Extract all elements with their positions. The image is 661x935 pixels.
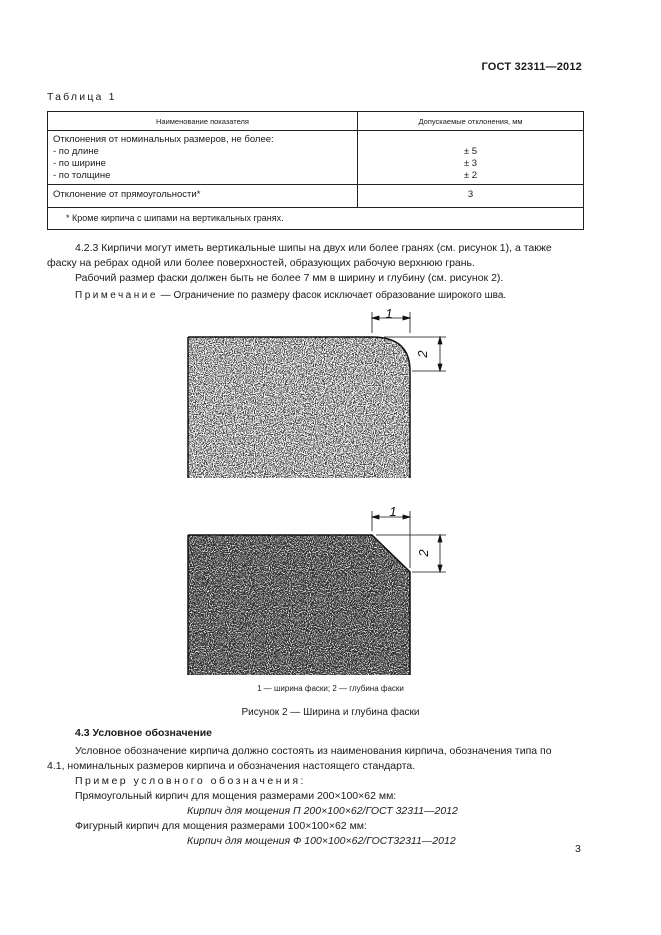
example-1-text: Прямоугольный кирпич для мощения размерами 200×100×62 мм: <box>75 790 397 802</box>
example-2-text: Фигурный кирпич для мощения размерами 100×100×62 мм: <box>75 820 367 832</box>
p1-line2: фаску на ребрах одной или более поверхностей, образующих рабочую верхнюю грань. <box>47 257 475 269</box>
p2: Рабочий размер фаски должен быть не более 7 мм в ширину и глубину (см. рисунок 2). <box>75 272 504 284</box>
dim-width-label-bottom: 1 <box>389 504 397 519</box>
p1-line1: 4.2.3 Кирпичи могут иметь вертикальные шипы на двух или более гранях (см. рисунок 1), а также <box>75 242 552 254</box>
page-number: 3 <box>575 843 581 855</box>
value-thickness: ± 2 <box>463 170 478 181</box>
section-p1-line1: Условное обозначение кирпича должно состоять из наименования кирпича, обозначения типа по <box>75 745 552 757</box>
example-1-code: Кирпич для мощения П 200×100×62/ГОСТ 32311—2012 <box>187 805 458 817</box>
dim-width-label-top: 1 <box>385 306 393 321</box>
dim-depth-label-bottom: 2 <box>416 549 431 557</box>
col-header-name: Наименование показателя <box>48 112 358 131</box>
value-width: ± 3 <box>463 158 478 169</box>
row-label-length: - по длине <box>53 146 99 157</box>
example-2-code: Кирпич для мощения Ф 100×100×62/ГОСТ32311—2012 <box>187 835 456 847</box>
row-label-thickness: - по толщине <box>53 170 111 181</box>
row-label-width: - по ширине <box>53 158 106 169</box>
figure-legend: 1 — ширина фаски; 2 — глубина фаски <box>257 684 404 693</box>
rect-value: 3 <box>358 185 584 208</box>
figure-caption: Рисунок 2 — Ширина и глубина фаски <box>241 707 420 718</box>
section-body <box>47 744 587 849</box>
rect-label: Отклонение от прямоугольности* <box>48 185 358 208</box>
section-title: 4.3 Условное обозначение <box>75 727 213 739</box>
note-text: — Ограничение по размеру фасок исключает образование широкого шва. <box>160 290 507 301</box>
example-label: Пример условного обозначения: <box>75 775 306 787</box>
value-length: ± 5 <box>463 146 478 157</box>
table-caption: Таблица 1 <box>47 91 117 103</box>
straight-chamfer-brick <box>188 535 410 675</box>
group-title: Отклонения от номинальных размеров, не более: <box>53 134 274 145</box>
table-footnote: * Кроме кирпича с шипами на вертикальных гранях. <box>48 208 584 230</box>
note-label: Примечание <box>75 290 158 301</box>
rounded-chamfer-brick <box>188 337 410 478</box>
section-p1-line2: 4.1, номинальных размеров кирпича и обозначения настоящего стандарта. <box>47 760 416 772</box>
dim-depth-label-top: 2 <box>415 350 430 358</box>
standard-number: ГОСТ 32311—2012 <box>481 61 582 73</box>
col-header-tolerance: Допускаемые отклонения, мм <box>358 112 584 131</box>
